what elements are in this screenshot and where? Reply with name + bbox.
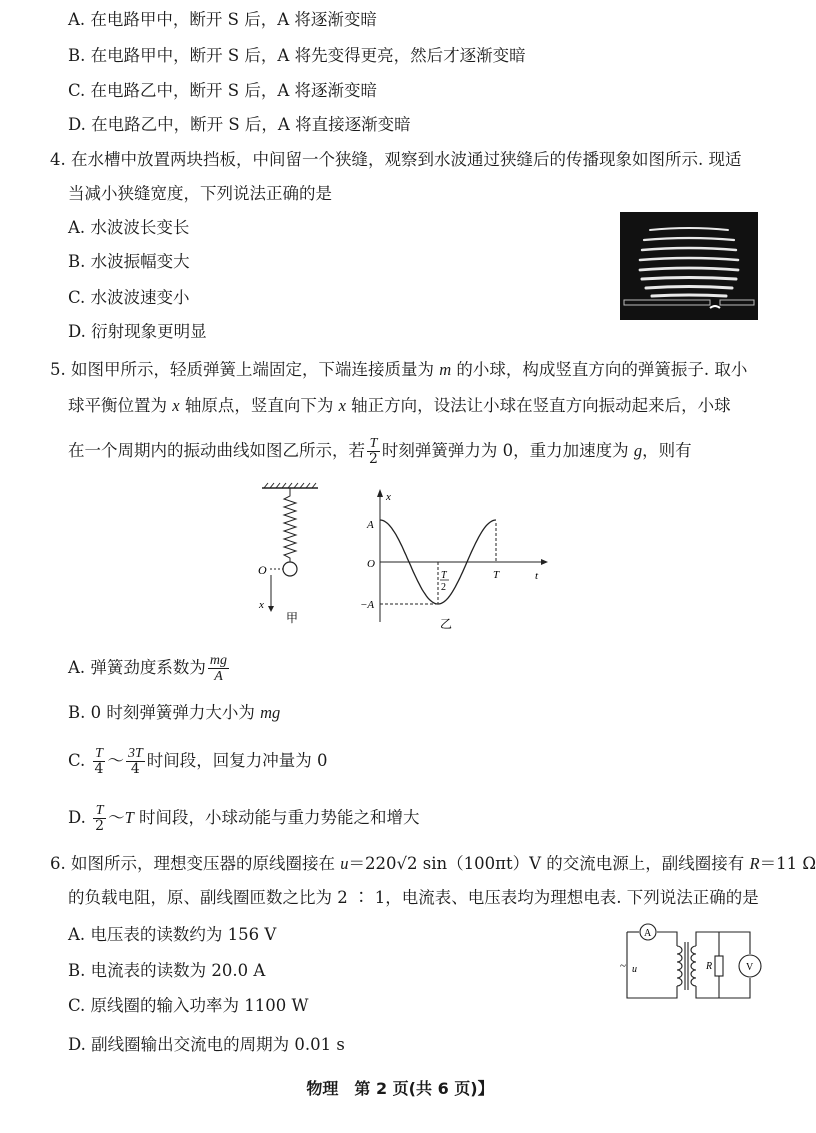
q6-option-c: C. 原线圈的输入功率为 1100 W <box>68 996 309 1015</box>
q5-option-c <box>68 746 328 777</box>
q5-var-x: x <box>338 396 346 415</box>
voltmeter-label: V <box>746 962 754 973</box>
tick-T-label: T <box>493 569 500 581</box>
q5-text: ～ <box>108 808 125 827</box>
resistor-label: R <box>706 961 713 972</box>
q5-fraction-mg-over-A <box>208 653 229 684</box>
axis-negA-label: −A <box>360 599 375 611</box>
ammeter-label: A <box>644 928 652 939</box>
q5-text: 轴正方向，设法让小球在竖直方向振动起来后，小球 <box>345 396 731 415</box>
q4-option-d: D. 衍射现象更明显 <box>68 322 207 341</box>
frac-num: 3T <box>127 746 143 761</box>
q5-text: 在一个周期内的振动曲线如图乙所示，若 <box>68 441 365 460</box>
frac-den: 2 <box>95 818 105 834</box>
q5-var-m: m <box>439 360 452 379</box>
transformer-circuit-figure <box>615 920 775 1008</box>
frac-num: T <box>367 436 380 452</box>
q5-text: B. 0 时刻弹簧弹力大小为 <box>68 703 261 722</box>
q5-fraction-t-over-2 <box>93 803 106 834</box>
fig-jia-label: 甲 <box>286 611 299 625</box>
frac-num: T <box>93 803 106 819</box>
fig-x-label: x <box>259 599 264 611</box>
q5-stem-line1 <box>50 359 747 381</box>
q4-option-b: B. 水波振幅变大 <box>68 252 190 271</box>
frac-num: T <box>93 746 106 762</box>
q5-text: 时间段，回复力冲量为 0 <box>146 751 328 770</box>
displacement-time-graph <box>360 487 550 632</box>
q5-text: 的小球，构成竖直方向的弹簧振子. 取小 <box>451 360 748 379</box>
q5-text: 时刻弹簧弹力为 0，重力加速度为 <box>381 441 634 460</box>
axis-x-label: x <box>386 491 391 503</box>
prev-option-d: D. 在电路乙中，断开 S 后，A 将直接逐渐变暗 <box>68 115 411 134</box>
q5-fraction-t-over-4 <box>93 746 106 777</box>
q5-option-a <box>68 653 231 684</box>
q5-fraction-3t-over-4 <box>126 746 145 777</box>
frac-den: A <box>214 669 223 684</box>
q6-text: ＝220√2 sin（100πt）V 的交流电源上，副线圈接有 <box>348 854 750 873</box>
q5-text: ，则有 <box>642 441 692 460</box>
q6-var-R: R <box>749 854 760 873</box>
fig-yi-label: 乙 <box>440 617 453 631</box>
fig-origin-label: O <box>258 563 267 577</box>
frac-den: 4 <box>94 761 104 777</box>
q5-var-mg: mg <box>260 703 281 722</box>
q6-stem-line1 <box>50 853 816 875</box>
q5-stem-line3 <box>68 436 692 467</box>
ac-source-label: u <box>632 964 637 975</box>
q5-text: A. 弹簧劲度系数为 <box>68 658 206 677</box>
q5-option-d <box>68 803 420 834</box>
q6-var-u: u <box>340 854 349 873</box>
q6-option-d: D. 副线圈输出交流电的周期为 0.01 s <box>68 1035 345 1054</box>
q5-text: D. <box>68 808 92 827</box>
q5-option-b <box>68 702 280 724</box>
q5-text: C. <box>68 751 91 770</box>
prev-option-a: A. 在电路甲中，断开 S 后，A 将逐渐变暗 <box>68 10 377 29</box>
tick-T2-num: T <box>441 570 447 581</box>
q5-var-x: x <box>172 396 180 415</box>
q6-text: 6. 如图所示，理想变压器的原线圈接在 <box>50 854 341 873</box>
q6-option-b: B. 电流表的读数为 20.0 A <box>68 961 266 980</box>
spring-oscillator-figure <box>250 480 330 630</box>
q4-stem-line1: 4. 在水槽中放置两块挡板，中间留一个狭缝，观察到水波通过狭缝后的传播现象如图所示. 现适 <box>50 150 742 169</box>
water-wave-diffraction-image <box>620 212 758 320</box>
prev-option-b: B. 在电路甲中，断开 S 后，A 将先变得更亮，然后才逐渐变暗 <box>68 46 526 65</box>
axis-t-label: t <box>535 570 539 582</box>
q6-text: ＝11 Ω <box>759 854 816 873</box>
q5-fraction-t-over-2 <box>367 436 380 467</box>
q6-option-a: A. 电压表的读数约为 156 V <box>68 925 277 944</box>
frac-den: 2 <box>369 451 378 467</box>
ac-source-symbol: ~ <box>620 960 626 972</box>
q5-text: 球平衡位置为 <box>68 396 173 415</box>
q4-option-c: C. 水波波速变小 <box>68 288 190 307</box>
frac-den: 4 <box>130 761 140 777</box>
axis-origin-label: O <box>367 558 375 570</box>
page-footer: 物理 第 2 页(共 6 页)】 <box>306 1079 494 1098</box>
q5-var-g: g <box>633 441 643 460</box>
q4-option-a: A. 水波波长变长 <box>68 218 190 237</box>
q5-text: ～ <box>107 751 124 770</box>
q4-stem-line2: 当减小狭缝宽度，下列说法正确的是 <box>68 184 332 203</box>
q6-stem-line2: 的负载电阻，原、副线圈匝数之比为 2 ∶ 1，电流表、电压表均为理想电表. 下列说法正确的是 <box>68 888 759 907</box>
frac-num: mg <box>209 653 228 668</box>
q5-text: 时间段，小球动能与重力势能之和增大 <box>133 808 420 827</box>
q5-text: 轴原点，竖直向下为 <box>179 396 339 415</box>
prev-option-c: C. 在电路乙中，断开 S 后，A 将逐渐变暗 <box>68 81 377 100</box>
axis-A-label: A <box>367 519 374 531</box>
tick-T2-den: 2 <box>441 582 446 593</box>
q5-stem-line2 <box>68 395 731 417</box>
q5-text: 5. 如图甲所示，轻质弹簧上端固定，下端连接质量为 <box>50 360 440 379</box>
q5-var-T: T <box>124 808 134 827</box>
